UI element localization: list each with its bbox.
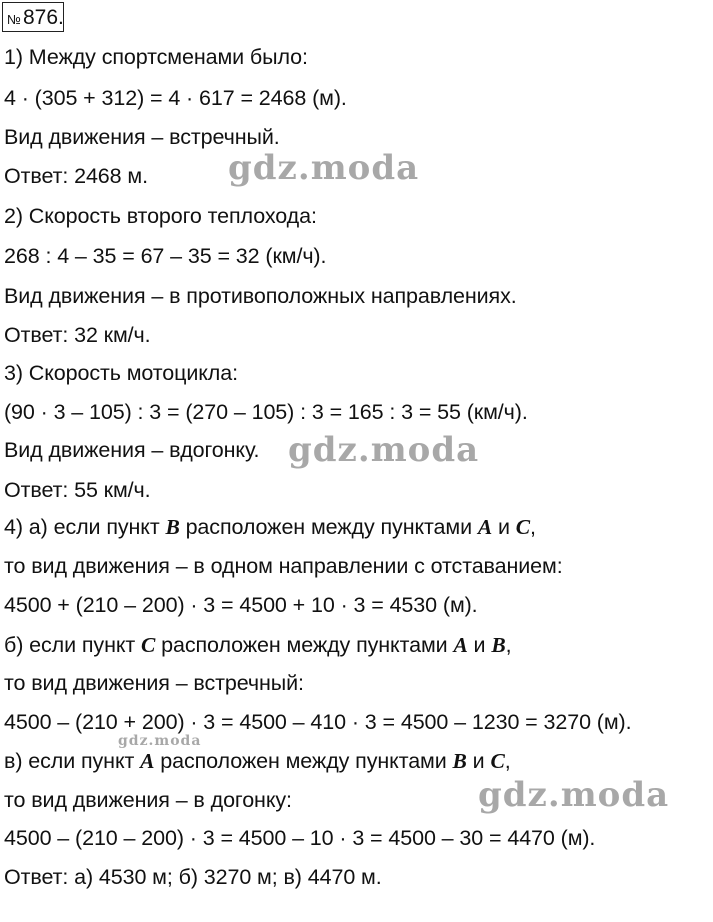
line-22: Ответ: а) 4530 м; б) 3270 м; в) 4470 м. [4, 865, 382, 889]
line-13: 4) а) если пункт B расположен между пунктами A и C, [4, 515, 536, 539]
line-20: то вид движения – в догонку: [4, 788, 292, 812]
line-18: 4500 – (210 + 200) · 3 = 4500 – 410 · 3 = 4500 – 1230 = 3270 (м). [4, 710, 632, 734]
line-17: то вид движения – встречный: [4, 671, 304, 695]
line-15: 4500 + (210 – 200) · 3 = 4500 + 10 · 3 = 4530 (м). [4, 593, 478, 617]
watermark: gdz.moda [478, 775, 670, 815]
line-21: 4500 – (210 – 200) · 3 = 4500 – 10 · 3 = 4500 – 30 = 4470 (м). [4, 826, 596, 850]
var-point: B [452, 749, 467, 773]
var-point: A [140, 749, 155, 773]
line-8: Ответ: 32 км/ч. [4, 323, 151, 347]
line-12: Ответ: 55 км/ч. [4, 478, 151, 502]
line-3: Вид движения – встречный. [4, 125, 280, 149]
watermark: gdz.moda [288, 430, 480, 470]
line-2: 4 · (305 + 312) = 4 · 617 = 2468 (м). [4, 86, 347, 110]
line-14: то вид движения – в одном направлении с отставанием: [4, 554, 563, 578]
var-point: A [453, 633, 468, 657]
line-11: Вид движения – вдогонку. [4, 438, 260, 462]
var-point: A [477, 515, 493, 539]
line-6: 268 : 4 – 35 = 67 – 35 = 32 (км/ч). [4, 244, 327, 268]
line-7: Вид движения – в противоположных направлениях. [4, 284, 517, 308]
var-point: B [491, 633, 506, 657]
var-point: B [165, 515, 180, 539]
var-point: C [490, 749, 505, 773]
line-19: в) если пункт A расположен между пунктами B и C, [4, 749, 511, 773]
number-sign: № [7, 12, 21, 27]
exercise-number: 876. [23, 6, 64, 29]
line-9: 3) Скорость мотоцикла: [4, 361, 238, 385]
line-10: (90 · 3 – 105) : 3 = (270 – 105) : 3 = 165 : 3 = 55 (км/ч). [4, 400, 528, 424]
line-16: б) если пункт C расположен между пунктами A и B, [4, 633, 512, 657]
watermark: gdz.moda [118, 733, 202, 749]
watermark: gdz.moda [228, 148, 420, 188]
var-point: C [515, 515, 531, 539]
line-5: 2) Скорость второго теплохода: [4, 204, 317, 228]
line-4: Ответ: 2468 м. [4, 164, 148, 188]
exercise-number-badge [2, 2, 64, 32]
var-point: C [141, 633, 156, 657]
line-1: 1) Между спортсменами было: [4, 45, 308, 69]
